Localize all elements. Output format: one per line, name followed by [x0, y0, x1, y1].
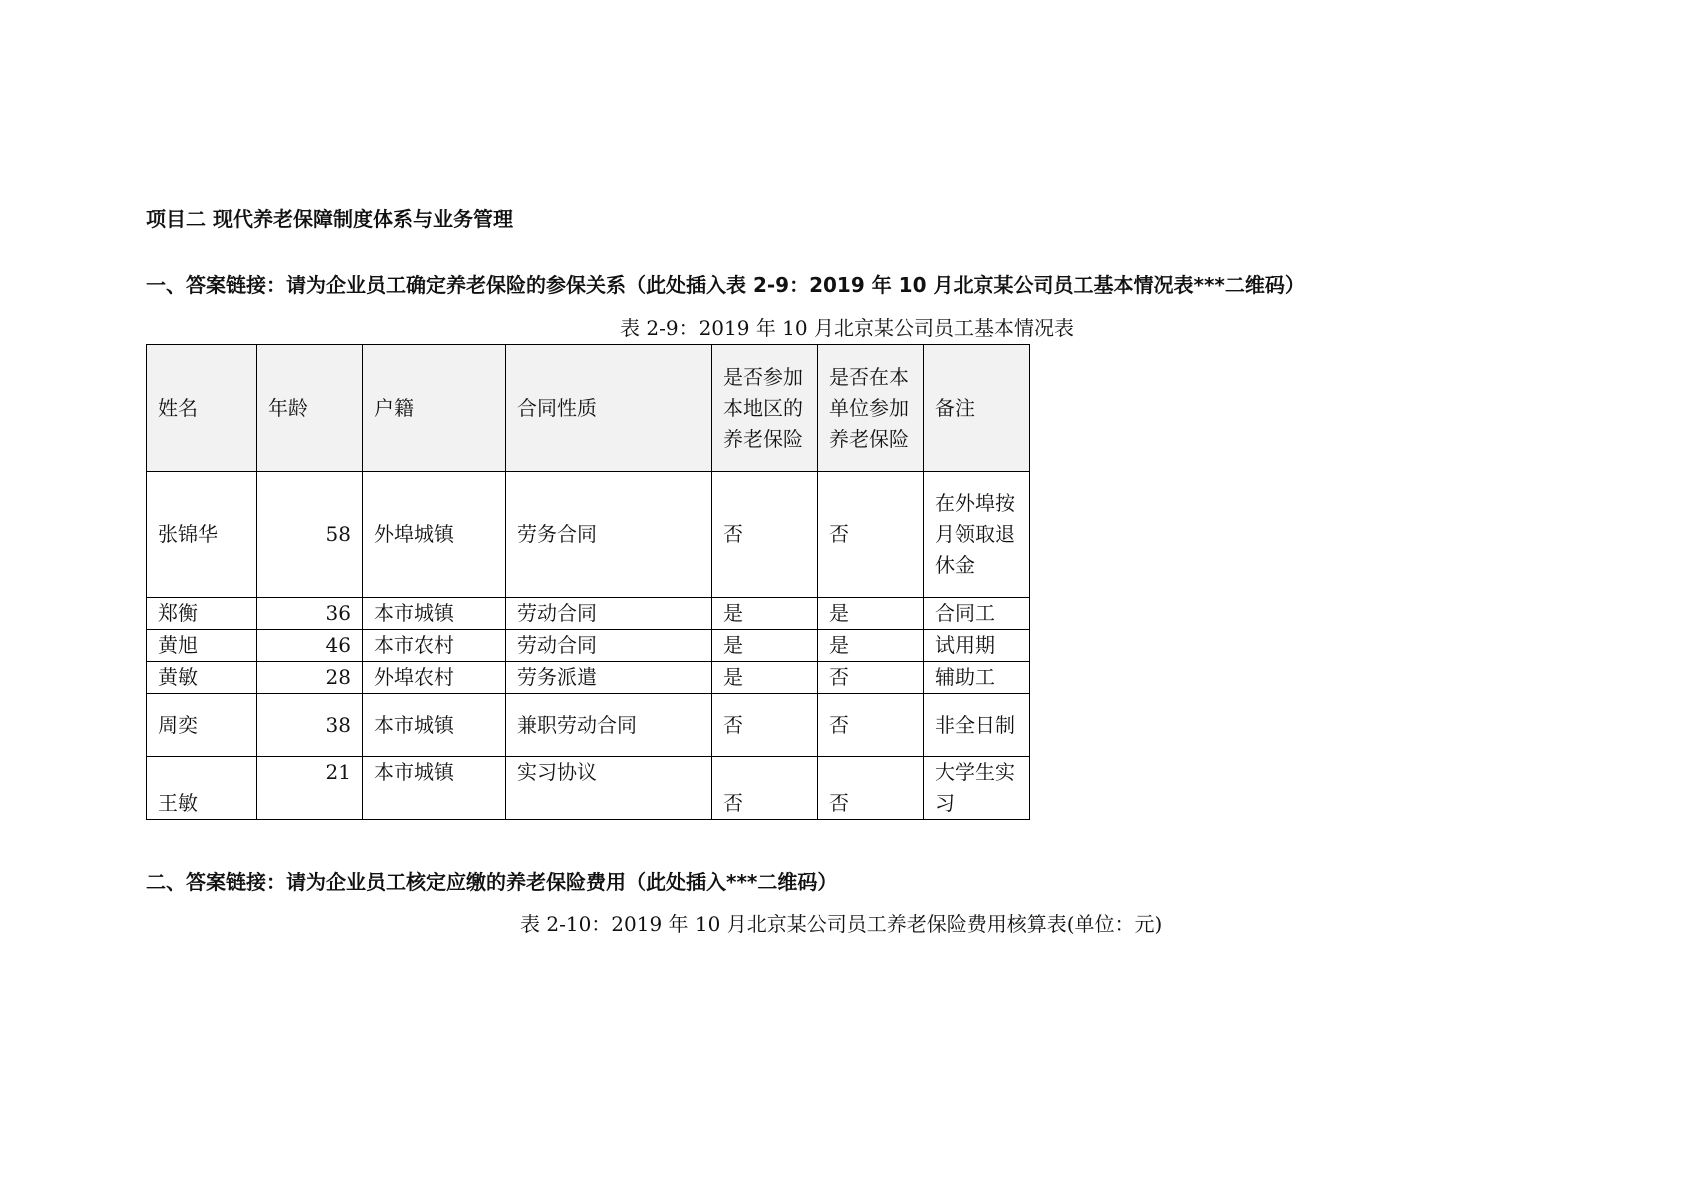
cell-note: 合同工: [924, 598, 1030, 630]
cell-contract: 兼职劳动合同: [506, 694, 712, 757]
cell-age: 38: [257, 694, 363, 757]
table-row: [147, 757, 1030, 820]
cell-hukou: 本市城镇: [363, 694, 506, 757]
table-row: [147, 630, 1030, 662]
header-name: 姓名: [147, 345, 257, 472]
table-row: [147, 472, 1030, 598]
cell-hukou: 本市农村: [363, 630, 506, 662]
section2-heading: 二、答案链接：请为企业员工核定应缴的养老保险费用（此处插入***二维码）: [146, 870, 838, 894]
cell-name: 张锦华: [147, 472, 257, 598]
cell-unit-insured: 否: [818, 757, 924, 820]
table-header-row: [147, 345, 1030, 472]
header-age: 年龄: [257, 345, 363, 472]
cell-contract: 劳务派遣: [506, 662, 712, 694]
cell-name: 周奕: [147, 694, 257, 757]
cell-note: 大学生实习: [924, 757, 1030, 820]
cell-note: 试用期: [924, 630, 1030, 662]
cell-age: 36: [257, 598, 363, 630]
cell-local-insured: 否: [712, 694, 818, 757]
cell-contract: 劳动合同: [506, 630, 712, 662]
cell-local-insured: 否: [712, 757, 818, 820]
table-row: [147, 694, 1030, 757]
cell-contract: 实习协议: [506, 757, 712, 820]
table-2-9-caption: 表 2-9：2019 年 10 月北京某公司员工基本情况表: [620, 316, 1074, 340]
cell-local-insured: 否: [712, 472, 818, 598]
cell-note: 在外埠按月领取退休金: [924, 472, 1030, 598]
cell-note: 辅助工: [924, 662, 1030, 694]
cell-contract: 劳务合同: [506, 472, 712, 598]
cell-unit-insured: 否: [818, 662, 924, 694]
cell-unit-insured: 是: [818, 630, 924, 662]
cell-age: 46: [257, 630, 363, 662]
header-unit-insured: 是否在本单位参加养老保险: [818, 345, 924, 472]
header-contract: 合同性质: [506, 345, 712, 472]
table-row: [147, 662, 1030, 694]
cell-age: 28: [257, 662, 363, 694]
cell-unit-insured: 否: [818, 472, 924, 598]
header-note: 备注: [924, 345, 1030, 472]
employee-info-table: [146, 344, 1030, 820]
cell-name: 黄旭: [147, 630, 257, 662]
project-title: 项目二 现代养老保障制度体系与业务管理: [146, 207, 513, 231]
cell-age: 58: [257, 472, 363, 598]
cell-local-insured: 是: [712, 662, 818, 694]
cell-local-insured: 是: [712, 630, 818, 662]
table-2-10-caption: 表 2-10：2019 年 10 月北京某公司员工养老保险费用核算表(单位：元): [520, 912, 1163, 936]
cell-age: 21: [257, 757, 363, 820]
cell-name: 黄敏: [147, 662, 257, 694]
header-hukou: 户籍: [363, 345, 506, 472]
cell-hukou: 本市城镇: [363, 757, 506, 820]
cell-unit-insured: 是: [818, 598, 924, 630]
cell-hukou: 外埠城镇: [363, 472, 506, 598]
cell-name: 王敏: [147, 757, 257, 820]
cell-local-insured: 是: [712, 598, 818, 630]
cell-hukou: 外埠农村: [363, 662, 506, 694]
header-local-insured: 是否参加本地区的养老保险: [712, 345, 818, 472]
table-row: [147, 598, 1030, 630]
cell-note: 非全日制: [924, 694, 1030, 757]
cell-name: 郑衡: [147, 598, 257, 630]
cell-hukou: 本市城镇: [363, 598, 506, 630]
section1-heading: 一、答案链接：请为企业员工确定养老保险的参保关系（此处插入表 2-9：2019 年 10 月北京某公司员工基本情况表***二维码）: [146, 273, 1305, 297]
cell-unit-insured: 否: [818, 694, 924, 757]
cell-contract: 劳动合同: [506, 598, 712, 630]
